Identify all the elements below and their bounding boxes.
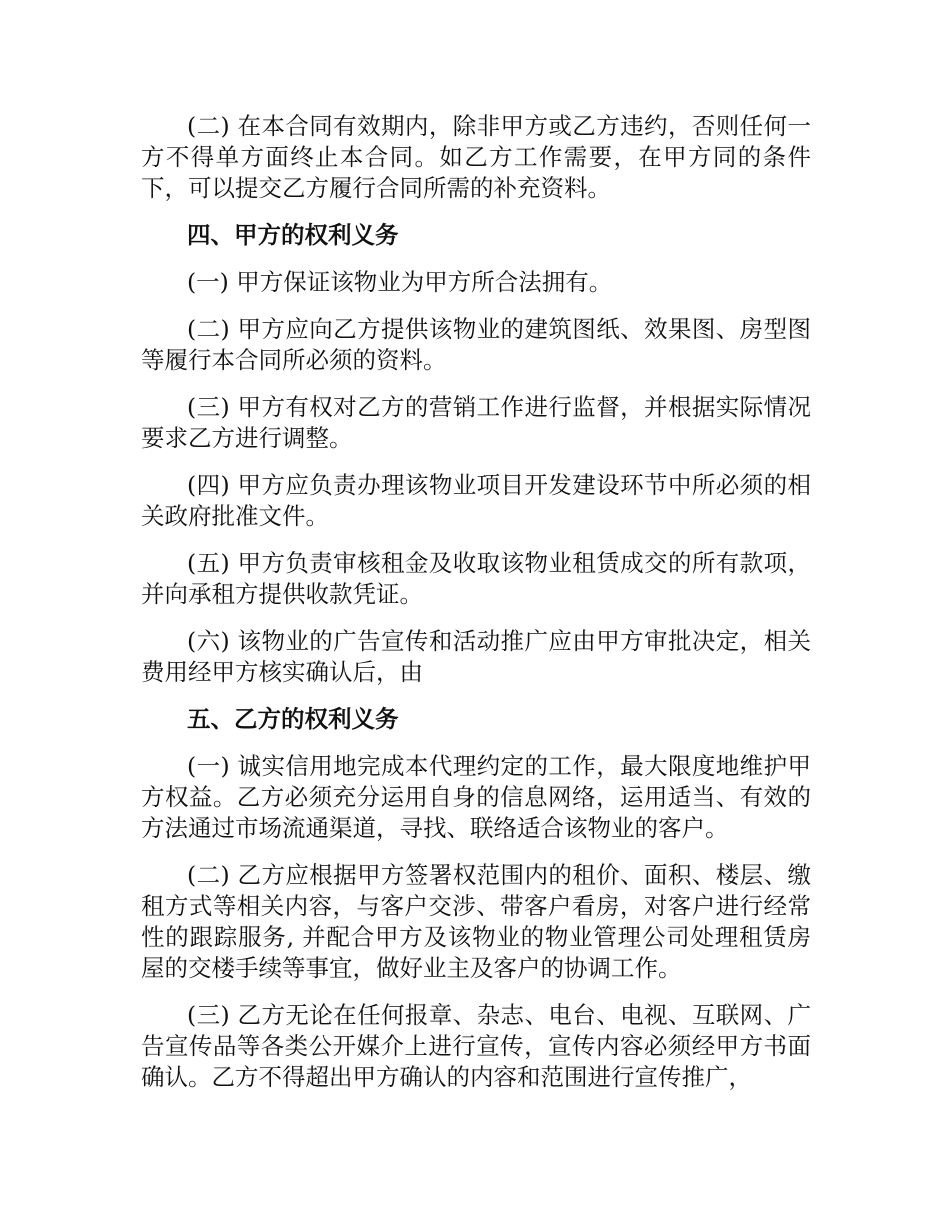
clause-3-2-paragraph: (二) 在本合同有效期内，除非甲方或乙方违约，否则任何一方不得单方面终止本合同。如乙方工作需要，在甲方同的条件下，可以提交乙方履行合同所需的补充资料。 xyxy=(141,112,811,202)
clause-4-3-paragraph: (三) 甲方有权对乙方的营销工作进行监督，并根据实际情况要求乙方进行调整。 xyxy=(141,393,811,452)
document-page xyxy=(141,111,811,1109)
clause-4-5-paragraph: (五) 甲方负责审核租金及收取该物业租赁成交的所有款项，并向承租方提供收款凭证。 xyxy=(141,549,811,608)
clause-4-4-paragraph: (四) 甲方应负责办理该物业项目开发建设环节中所必须的相关政府批准文件。 xyxy=(141,471,811,530)
section-4-heading: 四、甲方的权利义务 xyxy=(187,221,399,249)
clause-4-6-paragraph: (六) 该物业的广告宣传和活动推广应由甲方审批决定，相关费用经甲方核实确认后，由 xyxy=(141,627,811,686)
clause-5-1-paragraph: (一) 诚实信用地完成本代理约定的工作，最大限度地维护甲方权益。乙方必须充分运用自身的信息网络，运用适当、有效的方法通过市场流通渠道，寻找、联络适合该物业的客户。 xyxy=(141,752,811,842)
section-5-heading: 五、乙方的权利义务 xyxy=(187,705,399,733)
clause-4-1-paragraph: (一) 甲方保证该物业为甲方所合法拥有。 xyxy=(187,268,613,296)
clause-5-3-paragraph: (三) 乙方无论在任何报章、杂志、电台、电视、互联网、广告宣传品等各类公开媒介上进行宣传，宣传内容必须经甲方书面确认。乙方不得超出甲方确认的内容和范围进行宣传推广， xyxy=(141,1001,811,1091)
clause-5-2-paragraph: (二) 乙方应根据甲方签署权范围内的租价、面积、楼层、缴租方式等相关内容，与客户交涉、带客户看房，对客户进行经常性的跟踪服务, 并配合甲方及该物业的物业管理公司处理租赁房屋的交楼手续等事宜，做好业主及客户的协调工作。 xyxy=(141,861,811,982)
clause-4-2-paragraph: (二) 甲方应向乙方提供该物业的建筑图纸、效果图、房型图等履行本合同所必须的资料。 xyxy=(141,315,811,374)
